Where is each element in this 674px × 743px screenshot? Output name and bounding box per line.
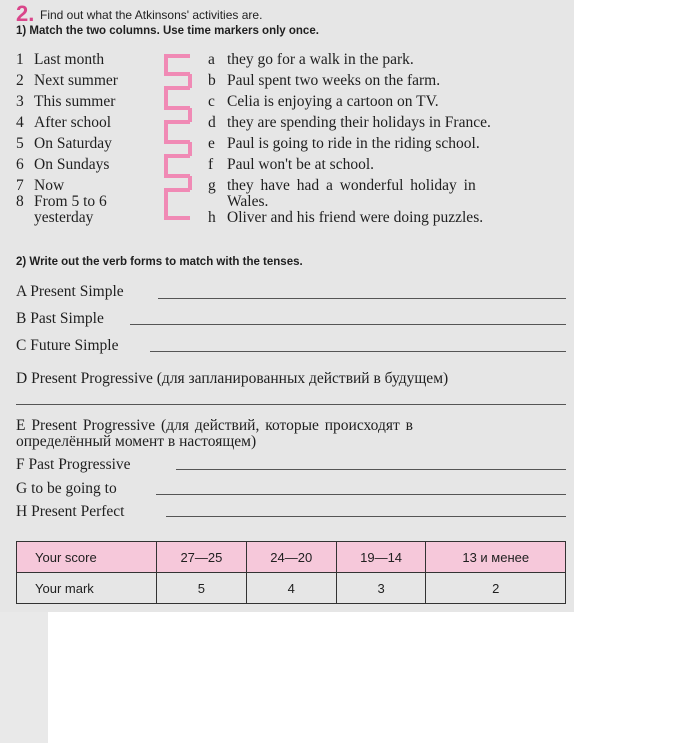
mark-cell: 3 — [336, 573, 426, 604]
time-marker-4: 4 After school — [16, 114, 112, 131]
sentence-b: b Paul spent two weeks on the farm. — [208, 72, 441, 89]
time-marker-6: 6 On Sundays — [16, 156, 110, 173]
exercise-number: 2. — [16, 1, 35, 26]
sentence-h: h Oliver and his friend were doing puzzles. — [208, 209, 484, 226]
tense-f-label: F Past Progressive — [16, 456, 131, 473]
score-header-cell: Your score — [17, 542, 157, 573]
answer-line-b[interactable] — [130, 324, 566, 325]
tense-d-label: D Present Progressive (для запланированных действий в будущем) — [16, 370, 449, 387]
mark-cell: 2 — [426, 573, 566, 604]
score-header-cell: 27—25 — [157, 542, 247, 573]
score-table — [16, 541, 566, 604]
tense-b-label: B Past Simple — [16, 310, 104, 327]
score-table-mark-row — [17, 573, 566, 604]
answer-line-h[interactable] — [166, 516, 566, 517]
tense-e-label-cont: определённый момент в настоящем) — [16, 433, 257, 450]
mark-cell: 5 — [157, 573, 247, 604]
time-marker-3: 3 This summer — [16, 93, 116, 110]
page-edge — [0, 612, 48, 743]
tense-h-label: H Present Perfect — [16, 503, 125, 520]
exercise-title: Find out what the Atkinsons' activities are. — [40, 8, 263, 22]
tense-a-label: A Present Simple — [16, 283, 124, 300]
mark-cell: 4 — [246, 573, 336, 604]
tense-e-label: E Present Progressive (для действий, которые происходят в — [16, 417, 413, 434]
score-header-cell: 19—14 — [336, 542, 426, 573]
sentence-f: f Paul won't be at school. — [208, 156, 375, 173]
answer-line-c[interactable] — [150, 351, 566, 352]
score-header-cell: 13 и менее — [426, 542, 566, 573]
time-marker-2: 2 Next summer — [16, 72, 118, 89]
answer-line-d[interactable] — [16, 404, 566, 405]
answer-line-f[interactable] — [176, 469, 566, 470]
time-marker-7: 7 Now — [16, 177, 65, 194]
time-marker-5: 5 On Saturday — [16, 135, 112, 152]
score-header-cell: 24—20 — [246, 542, 336, 573]
sentence-a: a they go for a walk in the park. — [208, 51, 414, 68]
tense-c-label: C Future Simple — [16, 337, 119, 354]
answer-line-g[interactable] — [156, 494, 566, 495]
time-marker-8: 8 From 5 to 6 — [16, 193, 107, 210]
matching-connector-graphic — [160, 52, 196, 224]
score-table-header-row — [17, 542, 566, 573]
task-2-instruction: 2) Write out the verb forms to match with the tenses. — [16, 256, 303, 268]
sentence-e: e Paul is going to ride in the riding school. — [208, 135, 480, 152]
answer-line-a[interactable] — [158, 298, 566, 299]
mark-cell: Your mark — [17, 573, 157, 604]
sentence-g: g they have had a wonderful holiday in — [208, 177, 476, 194]
tense-g-label: G to be going to — [16, 480, 117, 497]
sentence-d: d they are spending their holidays in France. — [208, 114, 491, 131]
time-marker-1: 1 Last month — [16, 51, 105, 68]
time-marker-8-cont: yesterday — [34, 209, 94, 226]
task-1-instruction: 1) Match the two columns. Use time markers only once. — [16, 25, 319, 37]
sentence-c: c Celia is enjoying a cartoon on TV. — [208, 93, 439, 110]
sentence-g-cont: Wales. — [227, 193, 269, 210]
